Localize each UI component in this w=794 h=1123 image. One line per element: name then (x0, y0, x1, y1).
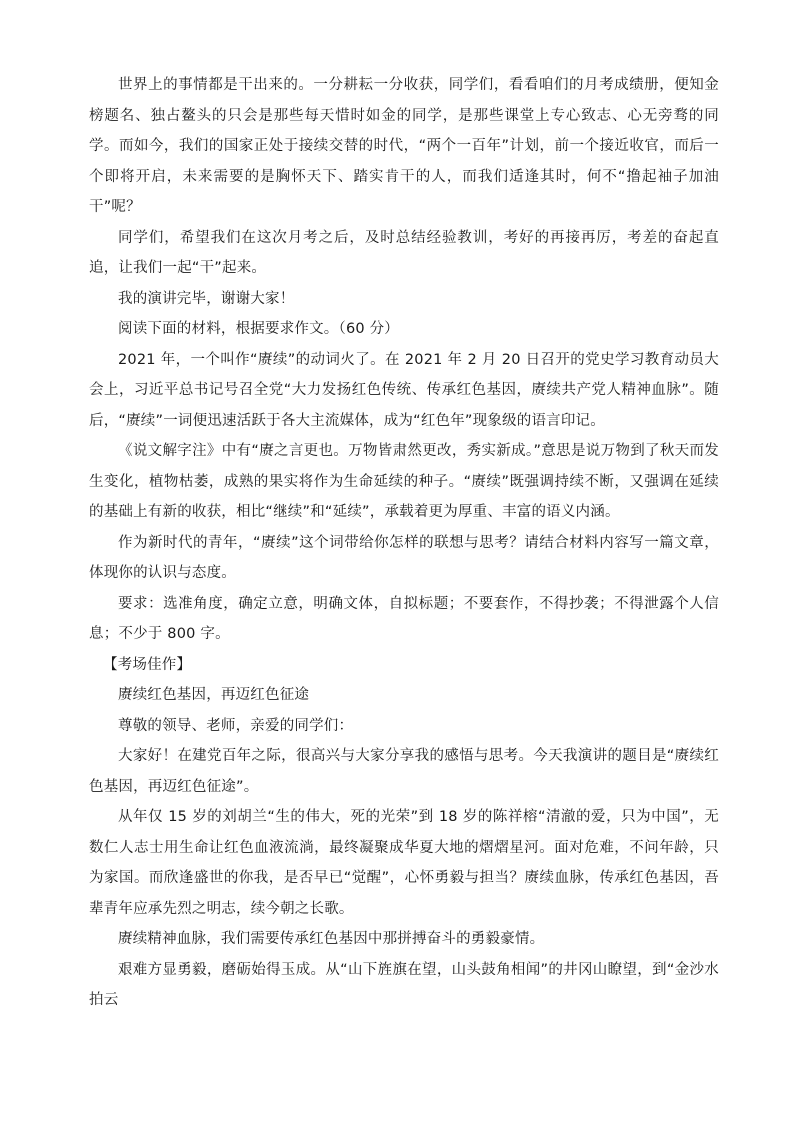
prompt-question: 作为新时代的青年，“赓续”这个词带给你怎样的联想与思考？请结合材料内容写一篇文章，体现你的认识与态度。 (89, 534, 719, 581)
essay-title: 赓续红色基因，再迈红色征途 (118, 687, 310, 703)
prompt-instruction: 阅读下面的材料，根据要求作文。（60 分） (118, 321, 400, 337)
prompt-material-1: 2021 年，一个叫作“赓续”的动词火了。在 2021 年 2 月 20 日召开的党史学习教育动员大会上，习近平总书记号召全党“大力发扬红色传统、传承红色基因，赓续共产党人精神血脉”。随后，“赓续”一词便迅速活跃于各大主流媒体，成为“红色年”现象级的语言印记。 (89, 351, 719, 429)
paragraph-exhortation: 同学们，希望我们在这次月考之后，及时总结经验教训，考好的再接再厉，考差的奋起直追，让我们一起“干”起来。 (89, 229, 719, 276)
essay-salutation: 尊敬的领导、老师，亲爱的同学们： (118, 717, 354, 734)
essay-paragraph-hardship: 艰难方显勇毅，磨砺始得玉成。从“山下旌旗在望，山头鼓角相闻”的井冈山瞭望，到“金沙水拍云 (89, 961, 719, 1008)
section-heading: 【考场佳作】 (103, 656, 192, 673)
essay-paragraph-heroes: 从年仅 15 岁的刘胡兰“生的伟大，死的光荣”到 18 岁的陈祥榕“清澈的爱，只为中国”，无数仁人志士用生命让红色血液流淌，最终凝聚成华夏大地的熠熠星河。面对危难，不问年龄，只为家国。而欣逢盛世的你我，是否早已“觉醒”，心怀勇毅与担当？赓续血脉，传承红色基因，吾辈青年应承先烈之明志，续今朝之长歌。 (89, 809, 719, 917)
document-body (89, 70, 719, 1016)
prompt-requirements: 要求：选准角度，确定立意，明确文体，自拟标题；不要套作，不得抄袭；不得泄露个人信息；不少于 800 字。 (89, 595, 719, 642)
essay-paragraph-thesis: 赓续精神血脉，我们需要传承红色基因中那拼搏奋斗的勇毅豪情。 (118, 931, 545, 947)
essay-opening: 大家好！在建党百年之际，很高兴与大家分享我的感悟与思考。今天我演讲的题目是“赓续红色基因，再迈红色征途”。 (89, 748, 719, 795)
paragraph-effort: 世界上的事情都是干出来的。一分耕耘一分收获，同学们，看看咱们的月考成绩册，便知金榜题名、独占鳌头的只会是那些每天惜时如金的同学，是那些课堂上专心致志、心无旁骛的同学。而如今，我们的国家正处于接续交替的时代，“两个一百年”计划，前一个接近收官，而后一个即将开启，未来需要的是胸怀天下、踏实肯干的人，而我们适逢其时，何不“撸起袖子加油干”呢？ (89, 77, 719, 215)
paragraph-closing: 我的演讲完毕，谢谢大家！ (118, 290, 295, 307)
prompt-material-2: 《说文解字注》中有“赓之言更也。万物皆肃然更改，秀实新成。”意思是说万物到了秋天而发生变化，植物枯萎，成熟的果实将作为生命延续的种子。“赓续”既强调持续不断，又强调在延续的基础上有新的收获，相比“继续”和“延续”，承载着更为厚重、丰富的语义内涵。 (89, 443, 719, 520)
